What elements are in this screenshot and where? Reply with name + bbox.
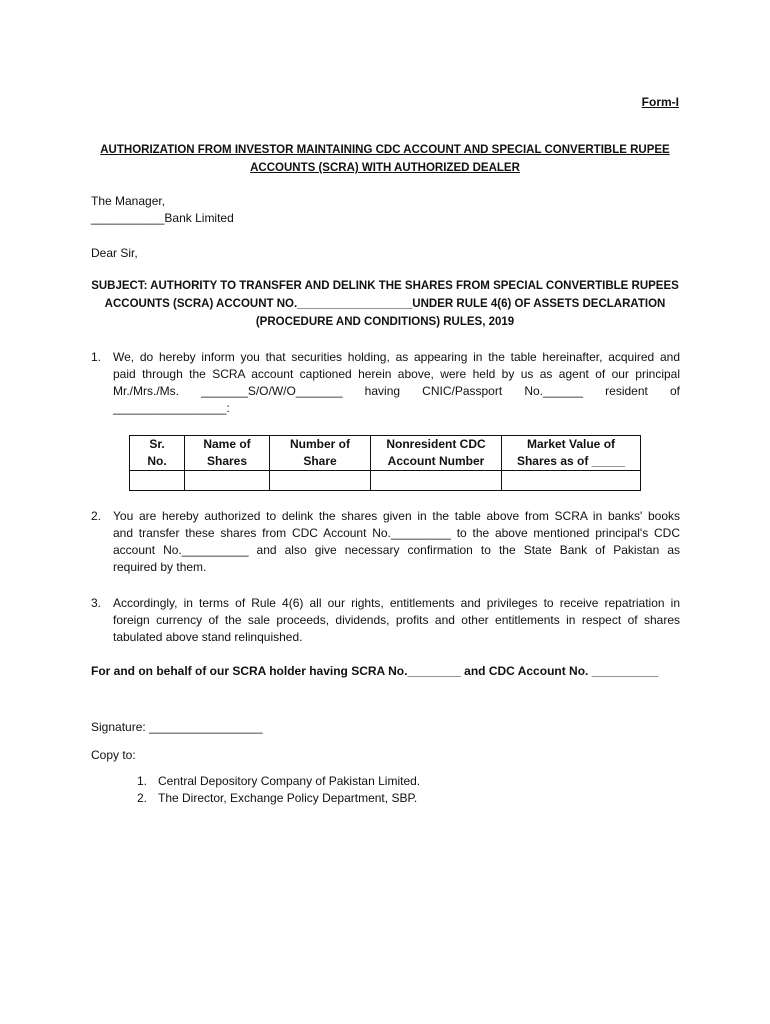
paragraph-line: foreign currency of the sale proceeds, dividends, profits and other entitlements in respect of shares (113, 613, 680, 627)
header-text: Nonresident CDC (386, 437, 486, 451)
document-title (88, 141, 682, 177)
paragraph-3 (91, 595, 680, 646)
paragraph-line: Accordingly, in terms of Rule 4(6) all our rights, entitlements and privileges to receive repatriation in (113, 596, 680, 610)
paragraph-line: tabulated above stand relinquished. (113, 630, 303, 644)
title-line: ACCOUNTS (SCRA) WITH AUTHORIZED DEALER (250, 162, 520, 174)
table-header-market-value (502, 436, 641, 471)
paragraph-line: required by them. (113, 560, 207, 574)
table-header-cdc-account (371, 436, 502, 471)
paragraph-line: _________________: (113, 401, 230, 415)
on-behalf-statement: For and on behalf of our SCRA holder having SCRA No.________ and CDC Account No. __________ (91, 664, 659, 678)
table-cell[interactable] (185, 471, 270, 491)
list-text: The Director, Exchange Policy Department, SBP. (158, 791, 418, 805)
addressee-line: ___________Bank Limited (91, 211, 234, 225)
header-text: Name of (203, 437, 251, 451)
header-text: Shares as of _____ (516, 454, 626, 468)
header-text: No. (147, 454, 167, 468)
table-cell[interactable] (502, 471, 641, 491)
subject (88, 277, 682, 331)
table-header-row (130, 436, 641, 471)
list-number: 1. (137, 774, 148, 788)
form-label: Form-I (641, 95, 679, 109)
header-text: Shares (206, 454, 248, 468)
table-cell[interactable] (371, 471, 502, 491)
addressee (91, 193, 234, 227)
copy-to-list (137, 773, 420, 807)
subject-line: ACCOUNTS (SCRA) ACCOUNT NO.__________________UNDER RULE 4(6) OF ASSETS DECLARATION (104, 298, 666, 310)
table-header-number-of-share (270, 436, 371, 471)
list-number: 2. (137, 791, 148, 805)
table-header-sr-no (130, 436, 185, 471)
addressee-line: The Manager, (91, 194, 166, 208)
list-item (137, 790, 420, 807)
table-cell[interactable] (130, 471, 185, 491)
signature-line: Signature: _________________ (91, 720, 263, 734)
title-line: AUTHORIZATION FROM INVESTOR MAINTAINING CDC ACCOUNT AND SPECIAL CONVERTIBLE RUPEE (100, 144, 670, 156)
paragraph-number: 3. (91, 596, 102, 610)
header-text: Account Number (387, 454, 485, 468)
paragraph-line: You are hereby authorized to delink the shares given in the table above from SCRA in banks' books (113, 509, 680, 523)
table-header-name-of-shares (185, 436, 270, 471)
shares-table (129, 435, 641, 491)
paragraph-2 (91, 508, 680, 576)
paragraph-1 (91, 349, 680, 417)
header-text: Sr. (149, 437, 165, 451)
header-text: Market Value of (526, 437, 616, 451)
subject-line: SUBJECT: AUTHORITY TO TRANSFER AND DELINK THE SHARES FROM SPECIAL CONVERTIBLE RUPEES (91, 280, 679, 292)
paragraph-line: We, do hereby inform you that securities holding, as appearing in the table hereinafter, acquired and (113, 350, 680, 364)
salutation: Dear Sir, (91, 246, 138, 260)
paragraph-line: and transfer these shares from CDC Account No._________ to the above mentioned principal's CDC (113, 526, 680, 540)
paragraph-number: 2. (91, 509, 102, 523)
header-text: Number of (290, 437, 350, 451)
paragraph-line: account No.__________ and also give necessary confirmation to the State Bank of Pakistan as (113, 543, 680, 557)
paragraph-line: paid through the SCRA account captioned herein above, were held by us as agent of our principal (113, 367, 680, 381)
paragraph-number: 1. (91, 350, 102, 364)
list-item (137, 773, 420, 790)
paragraph-line: Mr./Mrs./Ms. _______S/O/W/O_______ having CNIC/Passport No.______ resident of (113, 384, 680, 398)
header-text: Share (303, 454, 337, 468)
subject-line: (PROCEDURE AND CONDITIONS) RULES, 2019 (255, 316, 515, 328)
list-text: Central Depository Company of Pakistan Limited. (158, 774, 421, 788)
copy-to-label: Copy to: (91, 748, 136, 762)
table-row (130, 471, 641, 491)
table-cell[interactable] (270, 471, 371, 491)
